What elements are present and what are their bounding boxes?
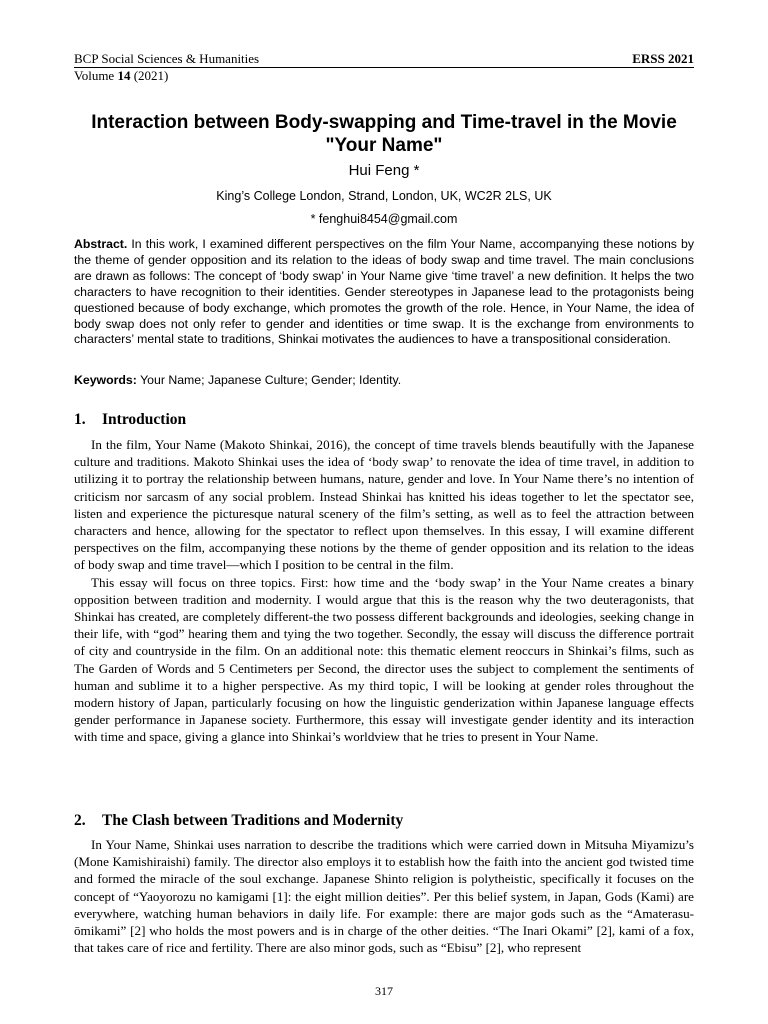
- volume-year: (2021): [130, 68, 169, 83]
- keywords-text: Your Name; Japanese Culture; Gender; Identity.: [136, 373, 402, 387]
- author-affiliation: King’s College London, Strand, London, UK, WC2R 2LS, UK: [216, 189, 552, 203]
- section-title: The Clash between Traditions and Modernity: [102, 812, 404, 829]
- journal-name: BCP Social Sciences & Humanities: [74, 51, 260, 66]
- paragraph: In the film, Your Name (Makoto Shinkai, 2016), the concept of time travels blends beautifully with the Japanese culture and traditions. Makoto Shinkai uses the idea of ‘body swap’ to renovate the idea of time travel, in addition to utilizing it to portray the relationship between humans, nature, gender and love. In Your Name there’s no intention of criticism nor sarcasm of any social problem. Instead Shinkai has knitted his ideas together to let the spectator see, listen and experience the picturesque natural scenery of the film’s setting, as well as to feel the attraction between characters and hence, allowing for the spectator to reflect upon themselves. In this essay, I will examine different perspectives on the film, accompanying these notions by the theme of gender opposition and its relation to the ideas of body swap and time travel—which I position to be central in the film.: [74, 437, 694, 573]
- journal-code: ERSS 2021: [632, 51, 694, 66]
- volume-info: [74, 68, 168, 83]
- section-number: 2.: [74, 812, 86, 829]
- section-title: Introduction: [102, 411, 187, 428]
- paragraph: In Your Name, Shinkai uses narration to describe the traditions which were carried down in Mitsuha Miyamizu’s (Mone Kamishiraishi) family. The director also employs it to establish how the faith into the ancient god twisted time and formed the miracle of the soul exchange. Japanese Shinto religion is polytheistic, specifically it focuses on the concept of “Yaoyorozu no kamigami [1]: the eight million deities”. Per this belief system, in Japan, Gods (Kami) are everywhere, watching human behaviors in daily life. For example: there are major gods such as the “Amaterasu-ōmikami” [2] who holds the most powers and is in charge of the other deities. “The Inari Okami” [2], kami of a fox, that takes care of rice and fertility. There are also minor gods, such as “Ebisu” [2], who represent: [74, 837, 694, 956]
- keywords-label: Keywords:: [74, 373, 137, 387]
- section-number: 1.: [74, 411, 86, 428]
- author-name: Hui Feng *: [348, 162, 420, 179]
- keywords: [74, 372, 694, 388]
- author-email: * fenghui8454@gmail.com: [310, 212, 458, 226]
- section-heading-introduction: [74, 411, 694, 429]
- paper-title: Interaction between Body-swapping and Time-travel in the Movie "Your Name": [91, 112, 677, 156]
- volume-prefix: Volume: [74, 68, 118, 83]
- paragraph: This essay will focus on three topics. First: how time and the ‘body swap’ in the Your Name creates a binary opposition between tradition and modernity. I would argue that this is the reason why the two deuteragonists, that Shinkai has created, are completely different-the two possess different backgrounds and ideologies, seeking change in their life, with “god” hearing them and tying the two together. Secondly, the essay will discuss the difference portrait of city and countryside in the film. On an additional note: this thematic element reoccurs in Shinkai’s films, such as The Garden of Words and 5 Centimeters per Second, the director uses the subject to complement the sentiments of human and sublime it to a higher perspective. As my third topic, I will be looking at gender roles throughout the modern history of Japan, particularly focusing on how the linguistic genderization within Japanese language effects gender performance in Japanese society. Furthermore, this essay will investigate gender identity and its interaction with time and space, giving a glance into Shinkai’s worldview that he tries to present in Your Name.: [74, 574, 694, 745]
- section-body-clash: [74, 836, 694, 956]
- running-header: [74, 51, 694, 68]
- volume-number: 14: [117, 68, 131, 83]
- page-number: 317: [375, 984, 393, 998]
- abstract-text: In this work, I examined different perspectives on the film Your Name, accompanying these notions by the theme of gender opposition and its relation to the ideas of body swap and time travel. The main conclusions are drawn as follows: The concept of ‘body swap’ in Your Name give ‘time travel’ a new definition. It helps the two characters to have recognition to their identities. Gender stereotypes in Japanese lead to the protagonists being questioned because of body exchange, which promotes the growth of the role. Hence, in Your Name, the idea of body swap does not only refer to gender and identities or time swap. It is the exchange from environments to characters’ mental state to traditions, Shinkai motivates the audiences to have a transpositional consideration.: [74, 237, 694, 347]
- section-body-introduction: [74, 436, 694, 746]
- abstract-label: Abstract.: [74, 237, 128, 251]
- abstract: [74, 237, 694, 348]
- section-heading-clash: [74, 812, 694, 830]
